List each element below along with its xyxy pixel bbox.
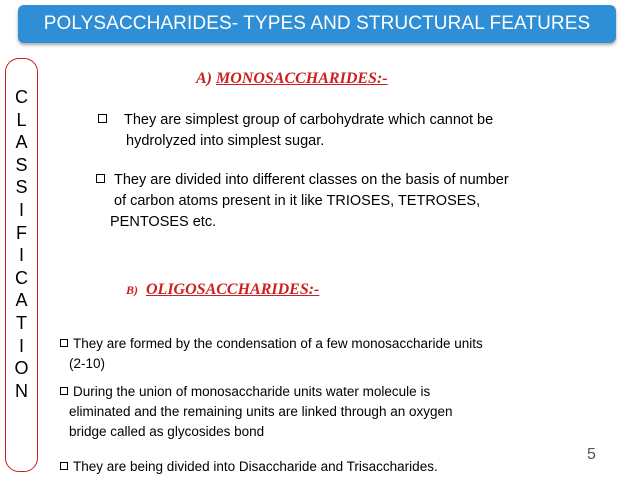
side-letter: I [18, 245, 24, 266]
bullet-line: They are simplest group of carbohydrate which cannot be [124, 112, 494, 128]
side-letter: I [18, 199, 24, 220]
side-letter: S [15, 154, 28, 175]
heading-monosaccharides [196, 70, 388, 88]
page-number: 5 [587, 446, 596, 463]
side-letter: A [15, 290, 28, 311]
side-letter: O [14, 358, 29, 379]
side-letter: F [16, 222, 27, 243]
side-letter: C [15, 267, 28, 288]
side-letter: S [15, 177, 28, 198]
bullet-line: of carbon atoms present in it like TRIOSES, TETROSES, [114, 193, 481, 209]
heading-oligosaccharides [126, 281, 319, 299]
heading-prefix: A) [196, 70, 212, 87]
side-letter: N [15, 380, 28, 401]
side-letter: C [15, 87, 28, 107]
bullet-oligosaccharide-division [60, 457, 540, 477]
classification-side-box [5, 58, 38, 472]
side-letter: I [18, 335, 24, 356]
heading-prefix: B) [126, 283, 138, 297]
bullet-line: (2-10) [69, 356, 106, 371]
bullet-monosaccharide-classes [96, 170, 556, 233]
bullet-monosaccharide-definition [98, 110, 568, 152]
bullet-line: They are being divided into Disaccharide and Trisaccharides. [73, 459, 438, 474]
bullet-line: They are divided into different classes on the basis of number [114, 172, 509, 188]
bullet-line: bridge called as glycosides bond [69, 424, 265, 439]
side-letter: L [16, 109, 27, 130]
checkbox-bullet-icon [60, 339, 68, 347]
bullet-line: hydrolyzed into simplest sugar. [126, 133, 325, 149]
slide-title: POLYSACCHARIDES- TYPES AND STRUCTURAL FEATURES [18, 5, 616, 43]
checkbox-bullet-icon [98, 114, 107, 123]
checkbox-bullet-icon [60, 462, 68, 470]
bullet-line: eliminated and the remaining units are linked through an oxygen [69, 404, 453, 419]
checkbox-bullet-icon [96, 174, 105, 183]
bullet-oligosaccharide-formation [60, 334, 540, 374]
checkbox-bullet-icon [60, 387, 68, 395]
side-letter: A [15, 132, 28, 153]
classification-vertical-text [6, 86, 37, 402]
bullet-line: PENTOSES etc. [110, 214, 217, 230]
bullet-glycosidic-bond [60, 382, 540, 442]
bullet-line: During the union of monosaccharide units water molecule is [73, 384, 431, 399]
side-letter: T [16, 312, 27, 333]
bullet-line: They are formed by the condensation of a few monosaccharide units [73, 336, 483, 351]
heading-text: OLIGOSACCHARIDES:- [146, 281, 320, 298]
heading-text: MONOSACCHARIDES:- [216, 70, 388, 87]
